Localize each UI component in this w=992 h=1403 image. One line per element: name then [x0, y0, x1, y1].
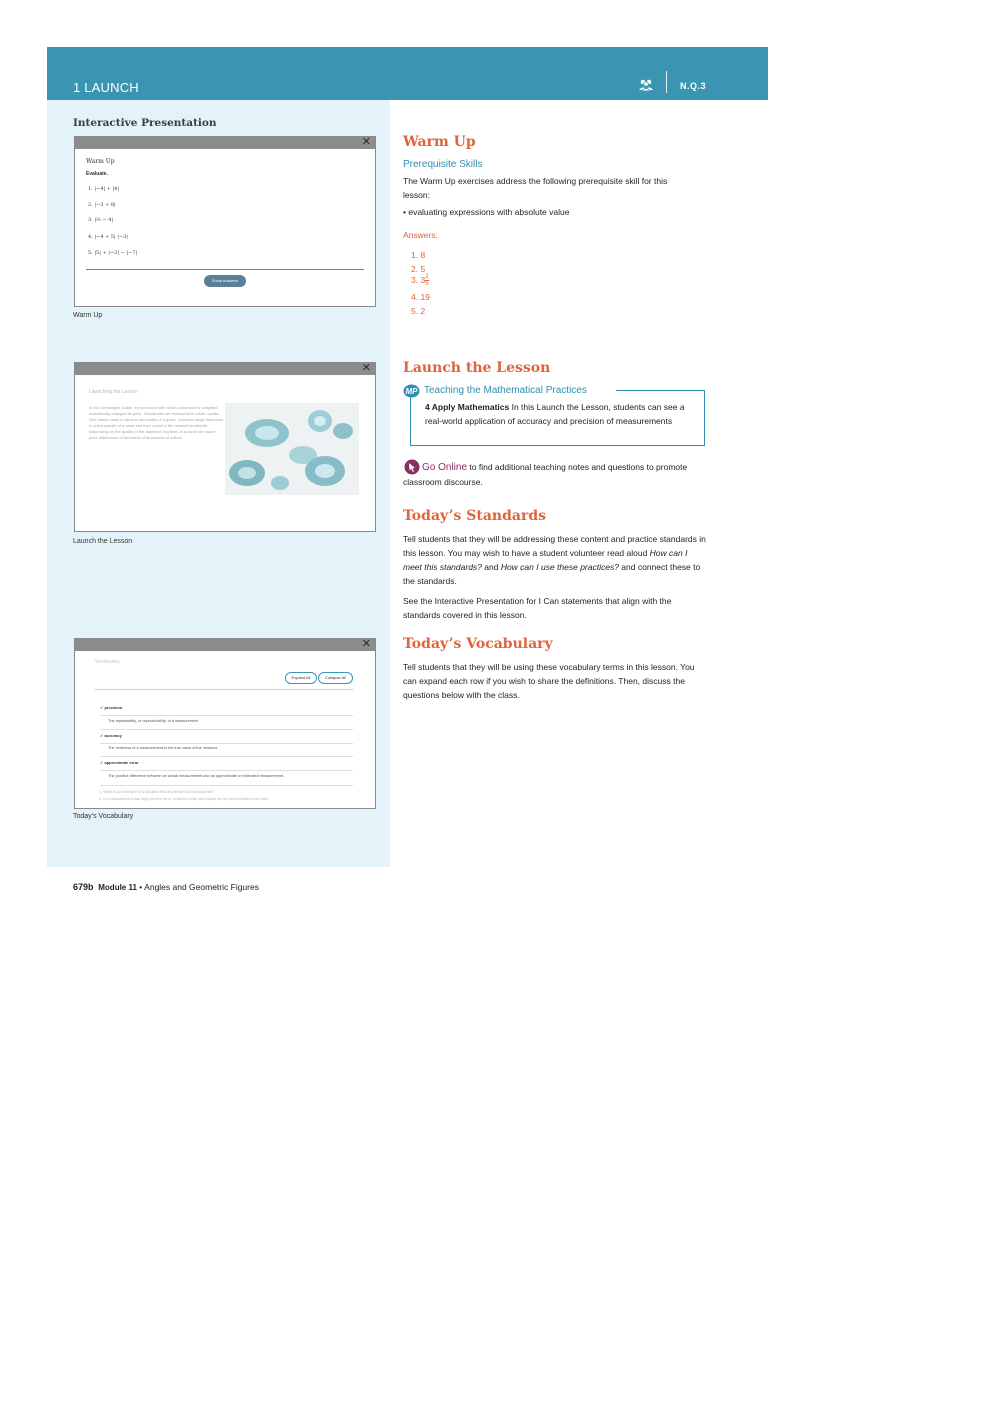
prerequisite-skills-heading: Prerequisite Skills [403, 159, 483, 170]
practice-description: In this Launch the Lesson, students can see a real-world application of accuracy and precision of measurements [425, 402, 685, 426]
vocab-shot-title: Vocabulary [95, 659, 120, 665]
interactive-presentation-heading: Interactive Presentation [73, 117, 217, 129]
collapse-all-button[interactable]: Collapse All [318, 672, 353, 684]
vocabulary-paragraph: Tell students that they will be using these vocabulary terms in this lesson. You can expand each row if you wish to share the definitions. Then, discuss the questions below with the class. [403, 662, 695, 700]
vocabulary-heading: Today’s Vocabulary [403, 636, 553, 652]
divider [100, 785, 353, 786]
exercise-item: 2. |−3 + 8| [88, 202, 116, 208]
standards-paragraph: Tell students that they will be addressing these content and practice standards in this lesson. You may wish to have a student volunteer read aloud How can I meet this standards? and How can I use these practices? and connect these to the standards. [403, 534, 706, 586]
vocab-definition: The repeatability, or reproducibility, of a measurement [108, 719, 199, 723]
launch-heading: Launch the Lesson [403, 360, 551, 376]
divider [100, 770, 353, 771]
standards-heading: Today’s Standards [403, 508, 547, 524]
window-titlebar [75, 363, 375, 375]
warmup-caption: Warm Up [73, 312, 103, 319]
divider [86, 269, 364, 270]
answer-item: 4. 19 [411, 292, 430, 302]
divider [95, 689, 353, 690]
launch-screenshot [74, 362, 376, 532]
answer-item: 5. 2 [411, 306, 426, 316]
box-rule [616, 390, 705, 391]
launch-shot-title: Launching the Lesson [89, 389, 138, 395]
vocabulary-screenshot [74, 638, 376, 809]
discussion-question: 1. What is an example of a situation that is precise but not accurate? [99, 790, 215, 794]
exercise-item: 1. |−4| + |4| [88, 186, 120, 192]
module-title: • Angles and Geometric Figures [136, 882, 259, 892]
go-online-description: to find additional teaching notes and questions to promote classroom discourse. [403, 462, 688, 487]
warmup-intro: The Warm Up exercises address the following prerequisite skill for this lesson: [403, 176, 668, 200]
answers-label: Answers: [403, 230, 438, 240]
svg-text:MP: MP [405, 387, 418, 396]
page-footer [73, 882, 259, 892]
warmup-heading: Warm Up [403, 134, 476, 150]
module-label: Module 11 [98, 883, 137, 892]
warmup-shot-title: Warm Up [86, 158, 115, 165]
vocab-term: accuracy [104, 733, 122, 738]
window-titlebar [75, 137, 375, 149]
launch-caption: Launch the Lesson [73, 538, 133, 545]
banner-divider [666, 71, 667, 93]
answer-item: 1. 8 [411, 250, 426, 260]
vocab-term: approximate error [104, 760, 139, 765]
vocab-definition: The nearness of a measurement to the true value of the measure [108, 746, 218, 750]
answer-fraction: $\frac{2}{5}$ [425, 274, 429, 287]
expand-all-button[interactable]: Expand All [285, 672, 317, 684]
divider [100, 756, 353, 757]
evaluate-label: Evaluate. [86, 171, 108, 177]
vocabulary-caption: Today’s Vocabulary [73, 813, 134, 820]
vocab-term-row[interactable]: ✓ approximate error [100, 760, 139, 765]
go-online-text [403, 460, 708, 489]
go-online-link[interactable]: Go Online [422, 462, 468, 473]
group-people-icon [638, 77, 654, 93]
practice-name: 4 Apply Mathematics [425, 402, 510, 412]
standard-code: N.Q.3 [680, 81, 707, 91]
launch-title: 1 LAUNCH [73, 80, 139, 95]
show-answers-button[interactable]: Show Answers [204, 275, 246, 287]
divider [100, 729, 353, 730]
vocab-definition: The positive difference between an actual measurement and an approximate or estimated measurement. [108, 774, 285, 778]
divider [100, 715, 353, 716]
answer-whole: 3. 3 [411, 274, 426, 285]
close-icon: ✕ [361, 362, 371, 374]
math-practices-label: Teaching the Mathematical Practices [424, 385, 587, 396]
vocab-term: precision [104, 705, 123, 710]
close-icon: ✕ [361, 136, 371, 148]
lesson-banner [47, 47, 768, 100]
exercise-item: 3. |⅖ − 4| [88, 217, 114, 223]
answer-item: 2. 5 [411, 264, 426, 274]
gemstones-image [225, 403, 359, 495]
discussion-question: 2. If a measurement has high percent error, what error can you expect for the approximate error rate? [99, 797, 270, 801]
math-practices-text [425, 400, 695, 428]
mp-badge-icon [403, 384, 420, 398]
divider [100, 743, 353, 744]
vocab-term-row[interactable]: ✓ precision [100, 705, 123, 710]
standards-see-also: See the Interactive Presentation for I Can statements that align with the standards covered in this lesson. [403, 596, 672, 620]
vocab-term-row[interactable]: ✓ accuracy [100, 733, 122, 738]
page-number: 679b [73, 882, 94, 892]
answer-item [411, 274, 429, 287]
window-titlebar [75, 639, 375, 651]
warmup-screenshot [74, 136, 376, 307]
launch-shot-paragraph: In the Gemologist Guide, the precision with which a diamond is weighted dramatically changes its price. Gemstones are measured in metric carats. One metric carat is equal to two tenths of a gram. Jewelers weigh diamonds to a thousandth of a carat and then round to the nearest hundredth. Depending on the quality of the diamond, fractions of a carat can cause price differences of hundreds of thousands of dollars. [89, 405, 224, 440]
prerequisite-bullet: • evaluating expressions with absolute value [403, 207, 570, 217]
exercise-item: 5. |5| + |−3| − |−7| [88, 250, 138, 256]
close-icon: ✕ [361, 638, 371, 650]
exercise-item: 4. |−4 + 5| |−3| [88, 234, 128, 240]
